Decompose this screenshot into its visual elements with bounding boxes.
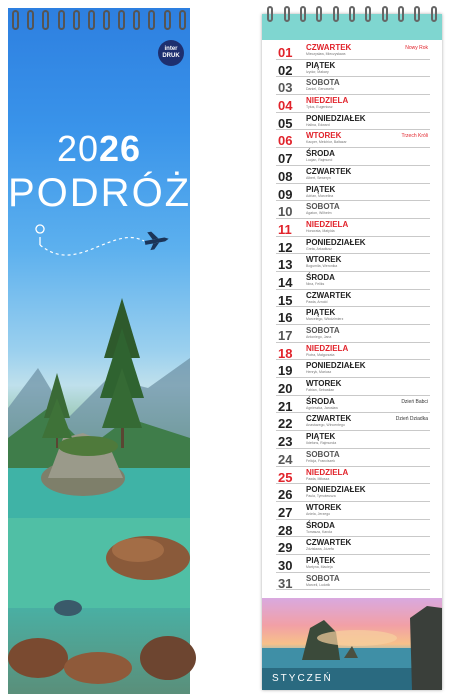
day-row	[276, 467, 430, 485]
day-number: 11	[278, 221, 292, 237]
day-row	[276, 307, 430, 325]
day-number: 18	[278, 345, 293, 361]
day-row	[276, 378, 430, 396]
day-number: 29	[278, 540, 293, 556]
airplane-icon	[143, 229, 170, 251]
weekday-name: CZWARTEK	[306, 538, 352, 548]
spiral-ring	[333, 6, 339, 22]
day-row	[276, 396, 430, 414]
name-day-list: Kacper, Melchior, Baltazar	[306, 140, 347, 145]
day-row	[276, 290, 430, 308]
day-row	[276, 237, 430, 255]
page-spiral-binding	[262, 6, 442, 22]
name-day-list: Ildefons, Rajmunda	[306, 441, 337, 446]
brand-logo-line2: DRUK	[162, 53, 180, 59]
name-day-list: Tomasza, Karola	[306, 529, 333, 534]
weekday-name: WTOREK	[306, 131, 342, 141]
day-number: 08	[278, 168, 293, 184]
weekday-name: PIĄTEK	[306, 60, 336, 70]
spiral-ring	[300, 6, 306, 22]
spiral-ring	[267, 6, 273, 22]
weekday-name: PONIEDZIAŁEK	[306, 361, 366, 371]
spiral-ring	[103, 10, 110, 30]
spiral-ring	[382, 6, 388, 22]
day-row	[276, 166, 430, 184]
day-number: 03	[278, 80, 293, 96]
spiral-ring	[148, 10, 155, 30]
calendar-month-page	[262, 14, 442, 690]
weekday-name: WTOREK	[306, 255, 342, 265]
cover-year-prefix: 20	[56, 128, 99, 169]
holiday-note: Trzech Króli	[401, 133, 428, 140]
name-day-list: Aniela, Jerzego	[306, 511, 331, 516]
day-number: 13	[278, 257, 293, 273]
day-row	[276, 42, 430, 60]
name-day-list: Daniel, Genowefa	[306, 87, 334, 92]
spiral-ring	[73, 10, 80, 30]
day-number: 06	[278, 133, 293, 149]
day-number: 31	[278, 575, 293, 591]
weekday-name: ŚRODA	[306, 520, 335, 530]
spiral-ring	[414, 6, 420, 22]
weekday-name: CZWARTEK	[306, 166, 352, 176]
day-number: 22	[278, 416, 293, 432]
spiral-binding	[8, 10, 190, 34]
month-photo	[262, 598, 442, 690]
day-row	[276, 77, 430, 95]
weekday-name: ŚRODA	[306, 272, 335, 282]
weekday-name: NIEDZIELA	[306, 467, 349, 477]
name-day-list: Agaton, Wilhelm	[306, 211, 332, 216]
day-row	[276, 573, 430, 591]
weekday-name: ŚRODA	[306, 149, 335, 159]
day-row	[276, 431, 430, 449]
weekday-name: SOBOTA	[306, 78, 340, 88]
name-day-list: Paula, Tymoteusza	[306, 494, 336, 499]
day-row	[276, 113, 430, 131]
weekday-name: SOBOTA	[306, 449, 340, 459]
day-row	[276, 272, 430, 290]
spiral-ring	[164, 10, 171, 30]
day-number: 10	[278, 204, 293, 220]
location-pin-icon	[36, 225, 44, 245]
name-day-list: Martyna, Macieja	[306, 564, 333, 569]
day-row	[276, 343, 430, 361]
weekday-name: PONIEDZIAŁEK	[306, 113, 366, 123]
spiral-ring	[431, 6, 437, 22]
weekday-name: WTOREK	[306, 379, 342, 389]
weekday-name: PIĄTEK	[306, 432, 336, 442]
spiral-ring	[133, 10, 140, 30]
day-number: 21	[278, 398, 293, 414]
day-number: 24	[278, 451, 293, 467]
name-day-list: Halina, Edward	[306, 122, 330, 127]
day-number: 28	[278, 522, 293, 538]
name-day-list: Pawła, Miłosza	[306, 476, 330, 481]
month-name: STYCZEŃ	[272, 673, 333, 684]
name-day-list: Fabian, Sebastian	[306, 388, 335, 393]
name-day-list: Agnieszka, Jarosław	[306, 405, 338, 410]
weekday-name: CZWARTEK	[306, 414, 352, 424]
day-number: 04	[278, 98, 293, 114]
name-day-list: Anastazego, Wincentego	[306, 423, 345, 428]
weekday-name: ŚRODA	[306, 396, 335, 406]
day-number: 30	[278, 557, 293, 573]
name-day-list: Lucjan, Rajmund	[306, 158, 333, 163]
day-number: 02	[278, 62, 293, 78]
day-row	[276, 325, 430, 343]
brand-logo-line1: inter	[164, 46, 178, 52]
day-row	[276, 148, 430, 166]
name-day-list: Marceli, Ludwik	[306, 582, 331, 587]
day-row	[276, 130, 430, 148]
day-number: 20	[278, 381, 293, 397]
brand-logo	[158, 40, 184, 66]
day-row	[276, 502, 430, 520]
spiral-ring	[118, 10, 125, 30]
day-number: 12	[278, 239, 293, 255]
day-number: 19	[278, 363, 293, 379]
spiral-ring	[42, 10, 49, 30]
name-day-list: Greta, Arkadiusz	[306, 246, 332, 251]
name-day-list: Piotra, Małgorzata	[306, 352, 335, 357]
name-day-list: Henryk, Mariusz	[306, 370, 332, 375]
name-day-list: Albert, Seweryn	[306, 175, 331, 180]
weekday-name: WTOREK	[306, 502, 342, 512]
weekday-name: PIĄTEK	[306, 308, 336, 318]
name-day-list: Bogumiła, Weronika	[306, 264, 338, 269]
day-row	[276, 537, 430, 555]
weekday-name: NIEDZIELA	[306, 96, 349, 106]
weekday-name: SOBOTA	[306, 202, 340, 212]
name-day-list: Adrian, Marcelina	[306, 193, 334, 198]
spiral-ring	[179, 10, 186, 30]
day-number: 16	[278, 310, 293, 326]
day-row	[276, 201, 430, 219]
name-day-list: Felicja, Franciszek	[306, 458, 335, 463]
day-number: 07	[278, 151, 293, 167]
day-number: 05	[278, 115, 293, 131]
name-day-list: Zdzisława, Józefa	[306, 547, 334, 552]
day-number: 23	[278, 434, 293, 450]
holiday-note: Dzień Babci	[401, 398, 428, 405]
calendar-cover	[8, 8, 220, 694]
day-number: 17	[278, 328, 293, 343]
cover-year	[8, 128, 190, 170]
weekday-name: NIEDZIELA	[306, 343, 349, 353]
holiday-note: Nowy Rok	[405, 45, 428, 51]
day-row	[276, 484, 430, 502]
weekday-name: SOBOTA	[306, 326, 340, 335]
name-day-list: Pawła, Arnold	[306, 299, 328, 304]
day-number: 26	[278, 487, 293, 503]
flight-route-icon	[32, 223, 172, 263]
name-day-list: Mieczysław, Mieczysława	[306, 52, 346, 56]
weekday-name: PIĄTEK	[306, 555, 336, 565]
holiday-note: Dzień Dziadka	[395, 416, 428, 423]
day-row	[276, 184, 430, 202]
day-number: 25	[278, 469, 293, 485]
spiral-ring	[12, 10, 19, 30]
weekday-name: PIĄTEK	[306, 184, 336, 194]
day-number: 01	[278, 45, 293, 60]
day-list	[276, 42, 430, 590]
day-row	[276, 520, 430, 538]
day-row	[276, 555, 430, 573]
name-day-list: Antoniego, Jana	[306, 335, 332, 339]
cover-title: PODRÓŻE	[8, 171, 220, 215]
day-row	[276, 95, 430, 113]
day-row	[276, 254, 430, 272]
spiral-ring	[88, 10, 95, 30]
weekday-name: CZWARTEK	[306, 43, 352, 52]
weekday-name: NIEDZIELA	[306, 219, 349, 229]
name-day-list: Nina, Feliks	[306, 281, 325, 286]
weekday-name: CZWARTEK	[306, 290, 352, 300]
weekday-name: SOBOTA	[306, 573, 340, 583]
name-day-list: Izydor, Makary	[306, 69, 329, 74]
day-number: 15	[278, 292, 293, 308]
spiral-ring	[58, 10, 65, 30]
day-number: 14	[278, 274, 293, 290]
weekday-name: PONIEDZIAŁEK	[306, 237, 366, 247]
cover-year-bold: 26	[99, 128, 142, 169]
lake-landscape-image	[8, 288, 190, 694]
weekday-name: PONIEDZIAŁEK	[306, 485, 366, 495]
spiral-ring	[349, 6, 355, 22]
spiral-ring	[365, 6, 371, 22]
name-day-list: Tytus, Eugeniusz	[306, 105, 333, 110]
day-row	[276, 360, 430, 378]
day-row	[276, 219, 430, 237]
spiral-ring	[316, 6, 322, 22]
day-row	[276, 60, 430, 78]
day-number: 09	[278, 186, 293, 202]
name-day-list: Marcelego, Włodzimierz	[306, 317, 344, 322]
name-day-list: Honorata, Matylda	[306, 228, 335, 233]
spiral-ring	[27, 10, 34, 30]
day-row	[276, 413, 430, 431]
spiral-ring	[284, 6, 290, 22]
day-number: 27	[278, 504, 293, 520]
day-row	[276, 449, 430, 467]
spiral-ring	[398, 6, 404, 22]
